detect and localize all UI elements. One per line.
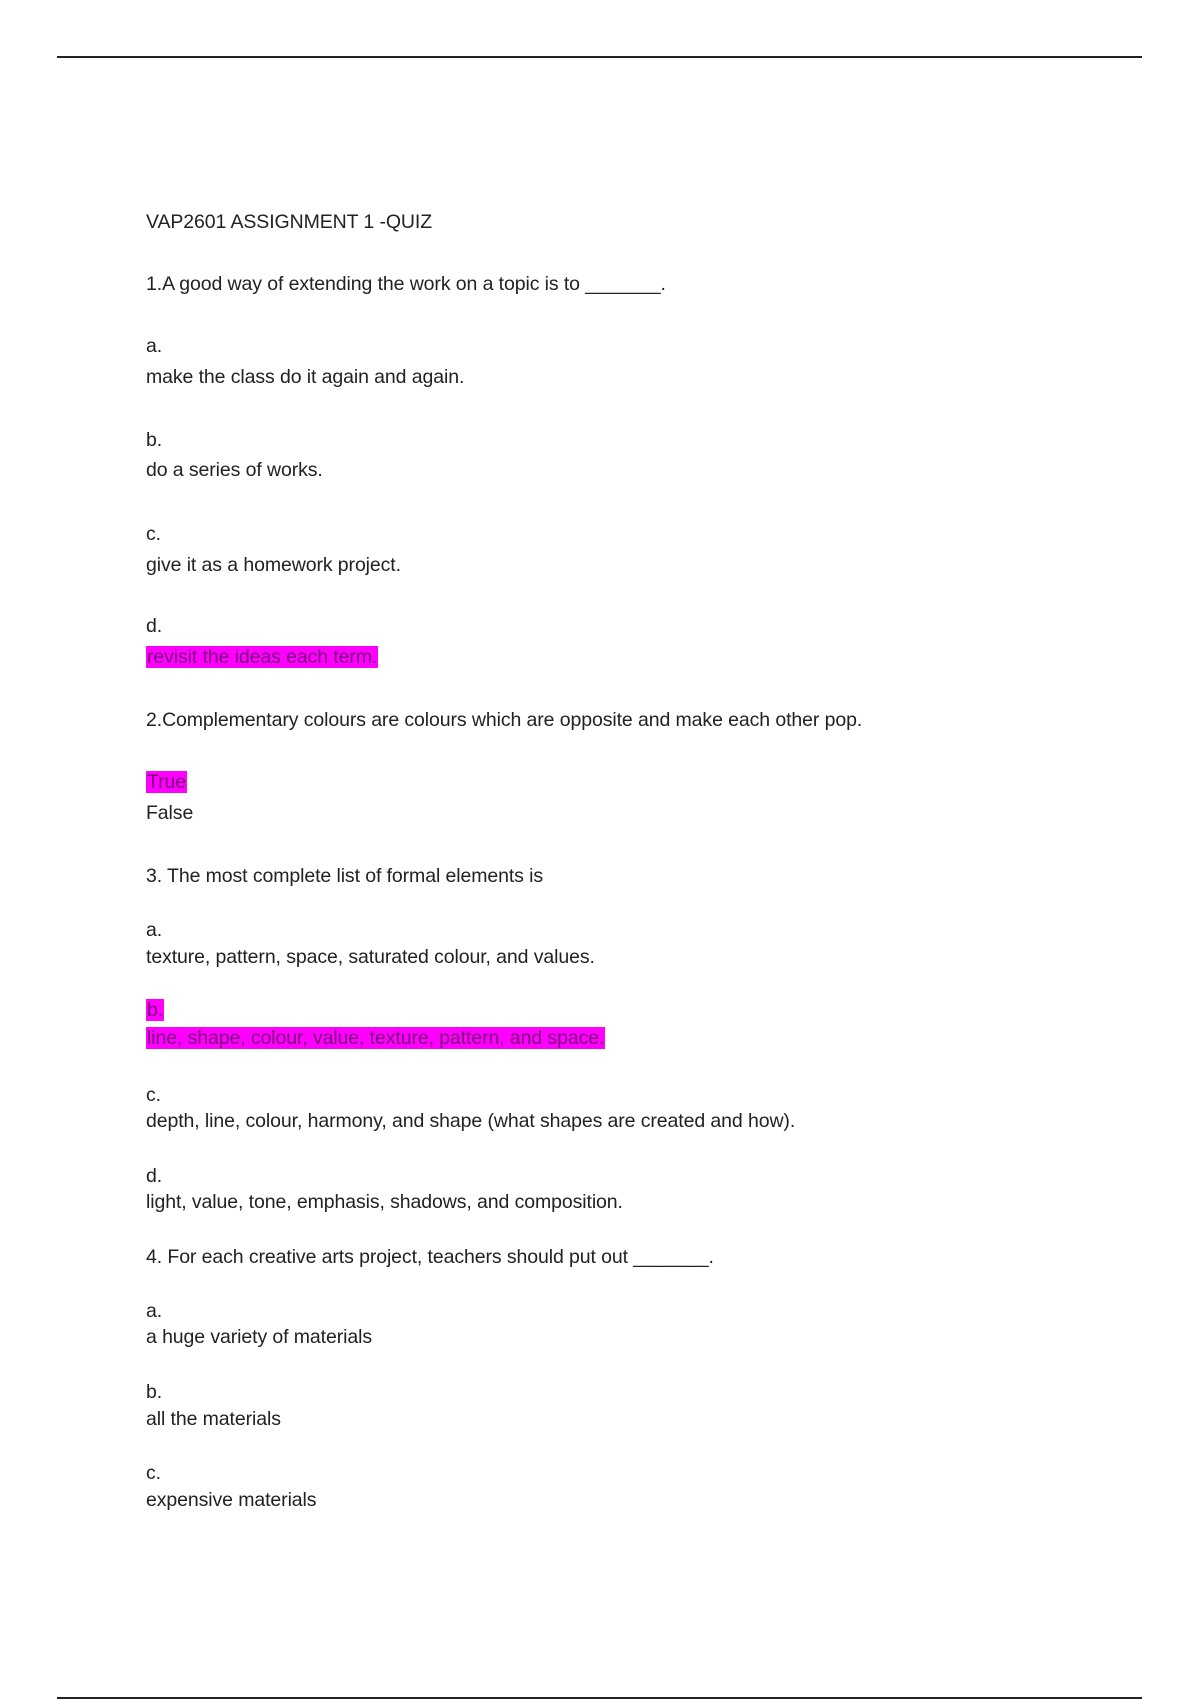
q1-option-d-letter: d. <box>146 615 163 637</box>
q1-option-b-text: do a series of works. <box>146 459 323 481</box>
q1-option-d-row <box>146 645 378 669</box>
document-title: VAP2601 ASSIGNMENT 1 -QUIZ <box>146 211 433 233</box>
q3-option-b-text-highlighted: line, shape, colour, value, texture, pattern, and space. <box>147 1027 605 1049</box>
q3-option-a-text: texture, pattern, space, saturated colour, and values. <box>146 946 595 968</box>
q3-option-c-letter: c. <box>146 1084 161 1106</box>
question-3-prompt: 3. The most complete list of formal elements is <box>146 865 544 887</box>
footer-rule <box>57 1697 1142 1699</box>
q1-option-c-text: give it as a homework project. <box>146 554 401 576</box>
header-rule <box>57 56 1142 58</box>
q1-option-a-text: make the class do it again and again. <box>146 366 465 388</box>
q3-option-a-letter: a. <box>146 919 163 941</box>
q3-option-b-letter-highlighted: b. <box>147 999 164 1021</box>
question-4-prompt: 4. For each creative arts project, teachers should put out _______. <box>146 1246 714 1268</box>
q4-option-c-text: expensive materials <box>146 1489 317 1511</box>
q3-option-b-letter-row <box>146 998 164 1022</box>
q4-option-b-letter: b. <box>146 1381 163 1403</box>
q4-option-c-letter: c. <box>146 1462 161 1484</box>
q1-option-c-letter: c. <box>146 523 161 545</box>
q4-option-a-text: a huge variety of materials <box>146 1326 372 1348</box>
q1-option-a-letter: a. <box>146 335 163 357</box>
q3-option-d-text: light, value, tone, emphasis, shadows, and composition. <box>146 1191 623 1213</box>
q1-option-b-letter: b. <box>146 429 163 451</box>
q4-option-a-letter: a. <box>146 1300 163 1322</box>
q4-option-b-text: all the materials <box>146 1408 281 1430</box>
q3-option-d-letter: d. <box>146 1165 163 1187</box>
q3-option-b-text-row <box>146 1026 605 1050</box>
q2-option-true-highlighted: True <box>147 771 186 793</box>
q2-option-true-row <box>146 770 187 794</box>
question-2-prompt: 2.Complementary colours are colours which are opposite and make each other pop. <box>146 709 863 731</box>
q1-option-d-text-highlighted: revisit the ideas each term. <box>147 646 378 668</box>
question-1-prompt: 1.A good way of extending the work on a topic is to _______. <box>146 273 666 295</box>
q2-option-false: False <box>146 802 194 824</box>
q3-option-c-text: depth, line, colour, harmony, and shape (what shapes are created and how). <box>146 1110 796 1132</box>
